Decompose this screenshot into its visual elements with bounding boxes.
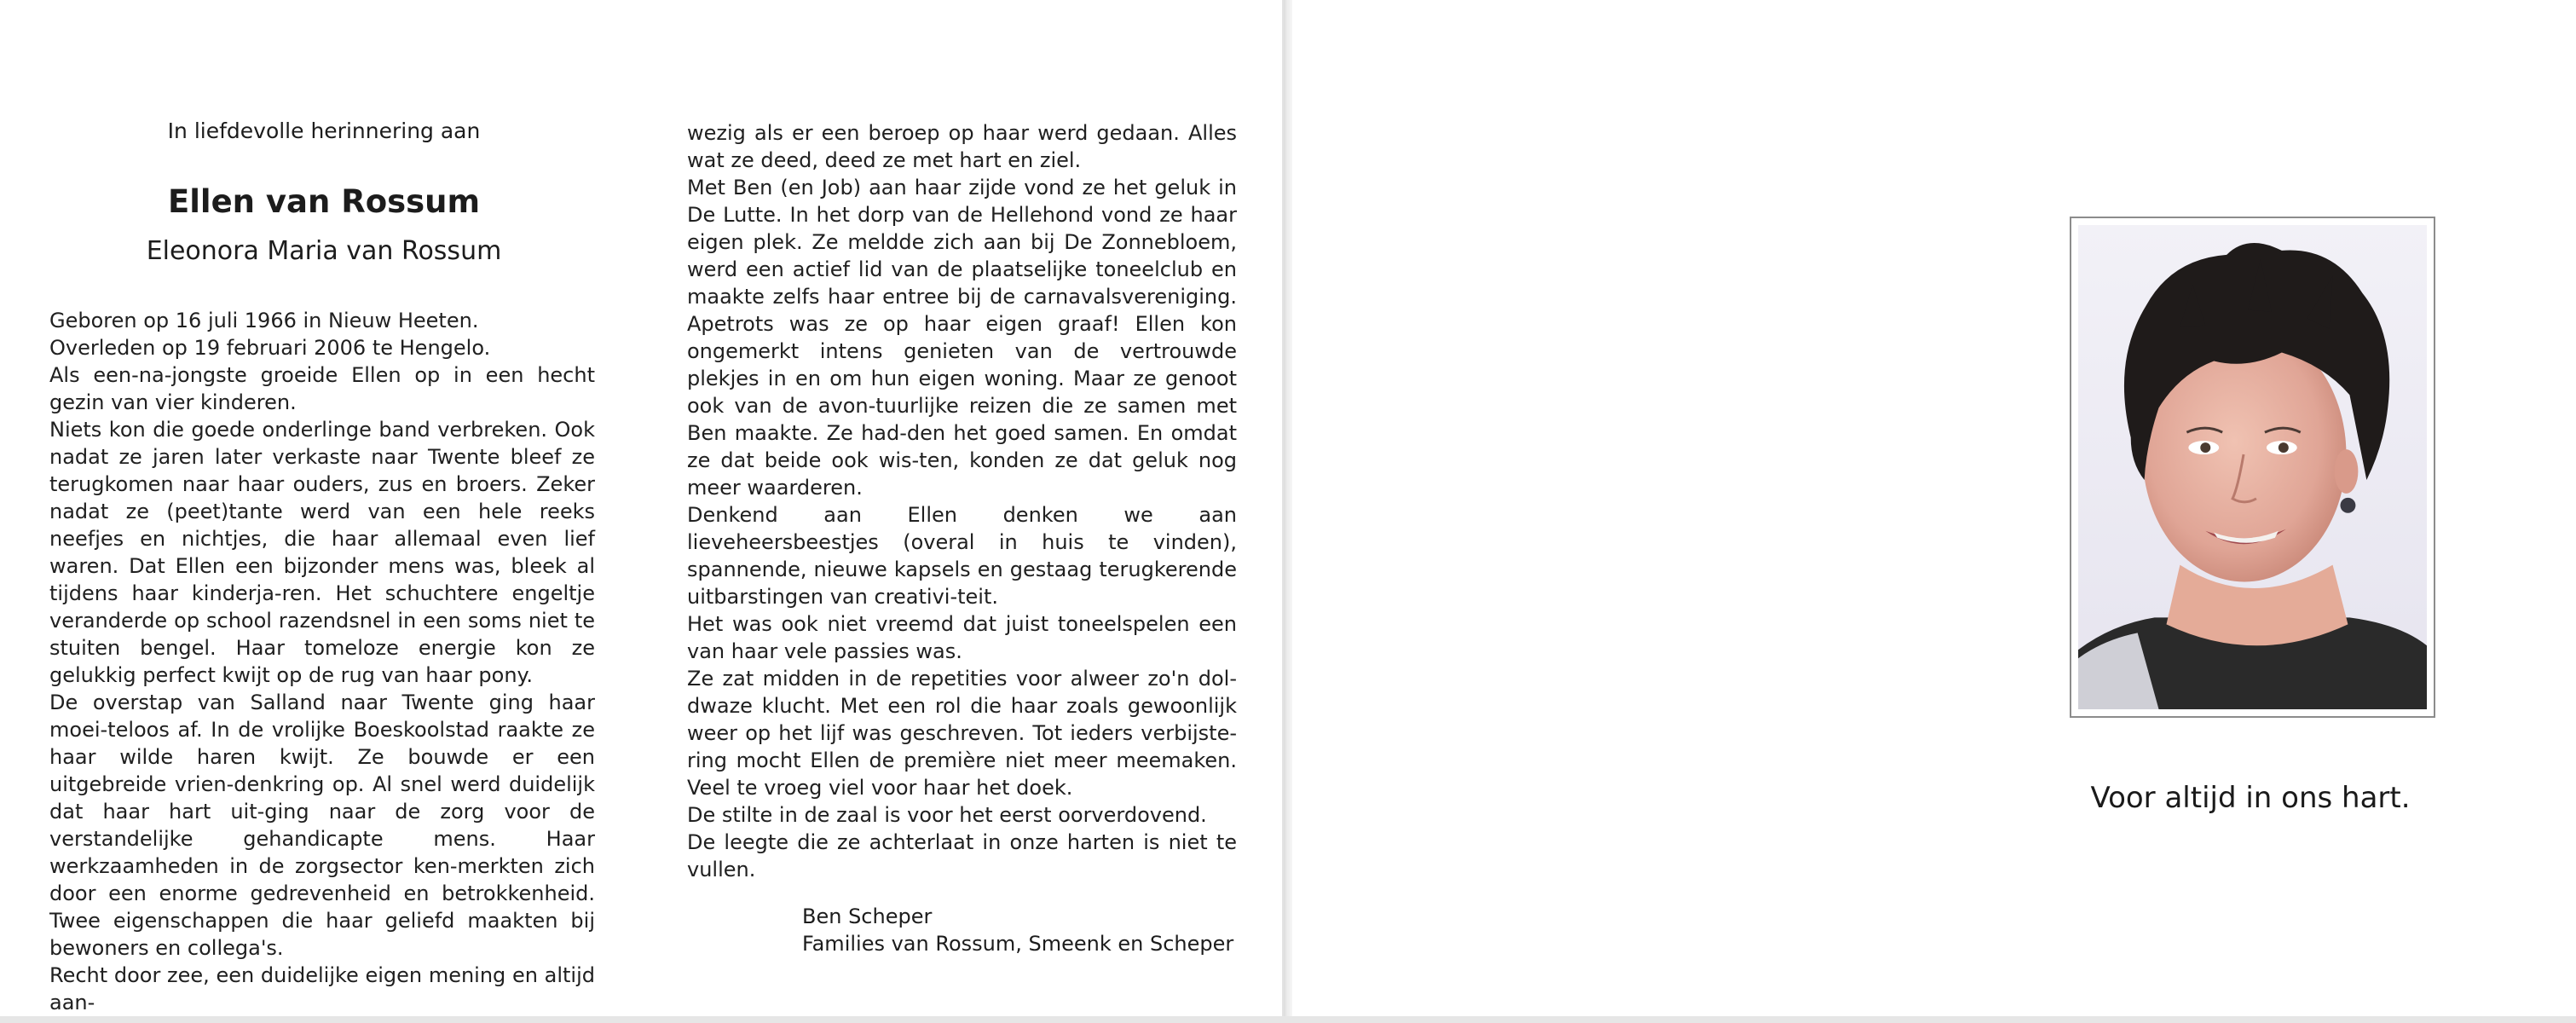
portrait-photo bbox=[2070, 217, 2435, 718]
paragraph: Het was ook niet vreemd dat juist toneelspelen een van haar vele passies was. bbox=[687, 612, 1237, 663]
paragraph: Denkend aan Ellen denken we aan lieveheersbeestjes (overal in huis te vinden), spannende, nieuwe kapsels en gestaag terugkerende uitbarstingen van creativi-teit. bbox=[687, 503, 1237, 609]
portrait-image bbox=[2078, 225, 2427, 709]
paragraph: De stilte in de zaal is voor het eerst oorverdovend. bbox=[687, 803, 1207, 827]
deceased-full-name: Eleonora Maria van Rossum bbox=[146, 236, 502, 266]
page-bottom-edge bbox=[0, 1016, 2576, 1023]
paragraph: Als een-na-jongste groeide Ellen op in een hecht gezin van vier kinderen. bbox=[49, 363, 595, 414]
paragraph: Met Ben (en Job) aan haar zijde vond ze het geluk in De Lutte. In het dorp van de Hellehond vond ze haar eigen plek. Ze meldde zich aan bij De Zonnebloem, werd een actief lid van de plaatselijke toneelclub en maakte zelfs haar entree bij de carnavalsvereniging. Apetrots was ze op haar eigen graaf! Ellen kon ongemerkt intens genieten van de vertrouwde plekjes in en om hun eigen woning. Maar ze genoot ook van de avon-tuurlijke reizen die ze samen met Ben maakte. Ze had-den het goed samen. En omdat ze dat beide ook wis-ten, konden ze dat geluk nog meer waarderen. bbox=[687, 176, 1237, 500]
paragraph: Niets kon die goede onderlinge band verbreken. Ook nadat ze jaren later verkaste naar Twente bleef ze terugkomen naar haar ouders, zus en broers. Zeker nadat ze (peet)tante werd van een hele reeks neefjes en nichtjes, die haar allemaal even lief waren. Dat Ellen een bijzonder mens was, bleek al tijdens haar kinderja-ren. Het schuchtere engeltje veranderde op school razendsnel in een soms niet te stuiten bengel. Haar tomeloze energie kon ze gelukkig perfect kwijt op de rug van haar pony. bbox=[49, 418, 595, 687]
paragraph: Overleden op 19 februari 2006 te Hengelo. bbox=[49, 336, 491, 360]
motto-text: Voor altijd in ons hart. bbox=[2090, 781, 2411, 815]
paragraph: De leegte die ze achterlaat in onze harten is niet te vullen. bbox=[687, 830, 1237, 881]
signature-line: Ben Scheper bbox=[802, 905, 933, 928]
paragraph: Ze zat midden in de repetities voor alweer zo'n dol-dwaze klucht. Met een rol die haar zoals gewoonlijk weer op het lijf was geschreven. Tot ieders verbijste-ring mocht Ellen de première niet meer meemaken. Veel te vroeg viel voor haar het doek. bbox=[687, 667, 1237, 800]
paragraph: Geboren op 16 juli 1966 in Nieuw Heeten. bbox=[49, 309, 479, 332]
card-left-page bbox=[0, 0, 1284, 1016]
signature-line: Families van Rossum, Smeenk en Scheper bbox=[802, 932, 1234, 956]
text-column-right bbox=[687, 119, 1237, 883]
intro-text: In liefdevolle herinnering aan bbox=[167, 118, 481, 143]
deceased-name: Ellen van Rossum bbox=[167, 183, 481, 220]
card-fold bbox=[1284, 0, 1292, 1016]
paragraph: Recht door zee, een duidelijke eigen mening en altijd aan- bbox=[49, 963, 595, 1014]
text-column-left bbox=[49, 307, 595, 1016]
paragraph: De overstap van Salland naar Twente ging haar moei-teloos af. In de vrolijke Boeskoolstad raakte ze haar wilde haren kwijt. Ze bouwde er een uitgebreide vrien-denkring op. Al snel werd duidelijk dat haar hart uit-ging naar de zorg voor de verstandelijke gehandicapte mens. Haar werkzaamheden in de zorgsector ken-merkten zich door een enorme gedrevenheid en betrokkenheid. Twee eigenschappen die haar geliefd maakten bij bewoners en collega's. bbox=[49, 691, 595, 960]
paragraph: wezig als er een beroep op haar werd gedaan. Alles wat ze deed, deed ze met hart en ziel. bbox=[687, 121, 1237, 172]
signature-block bbox=[802, 903, 1233, 957]
